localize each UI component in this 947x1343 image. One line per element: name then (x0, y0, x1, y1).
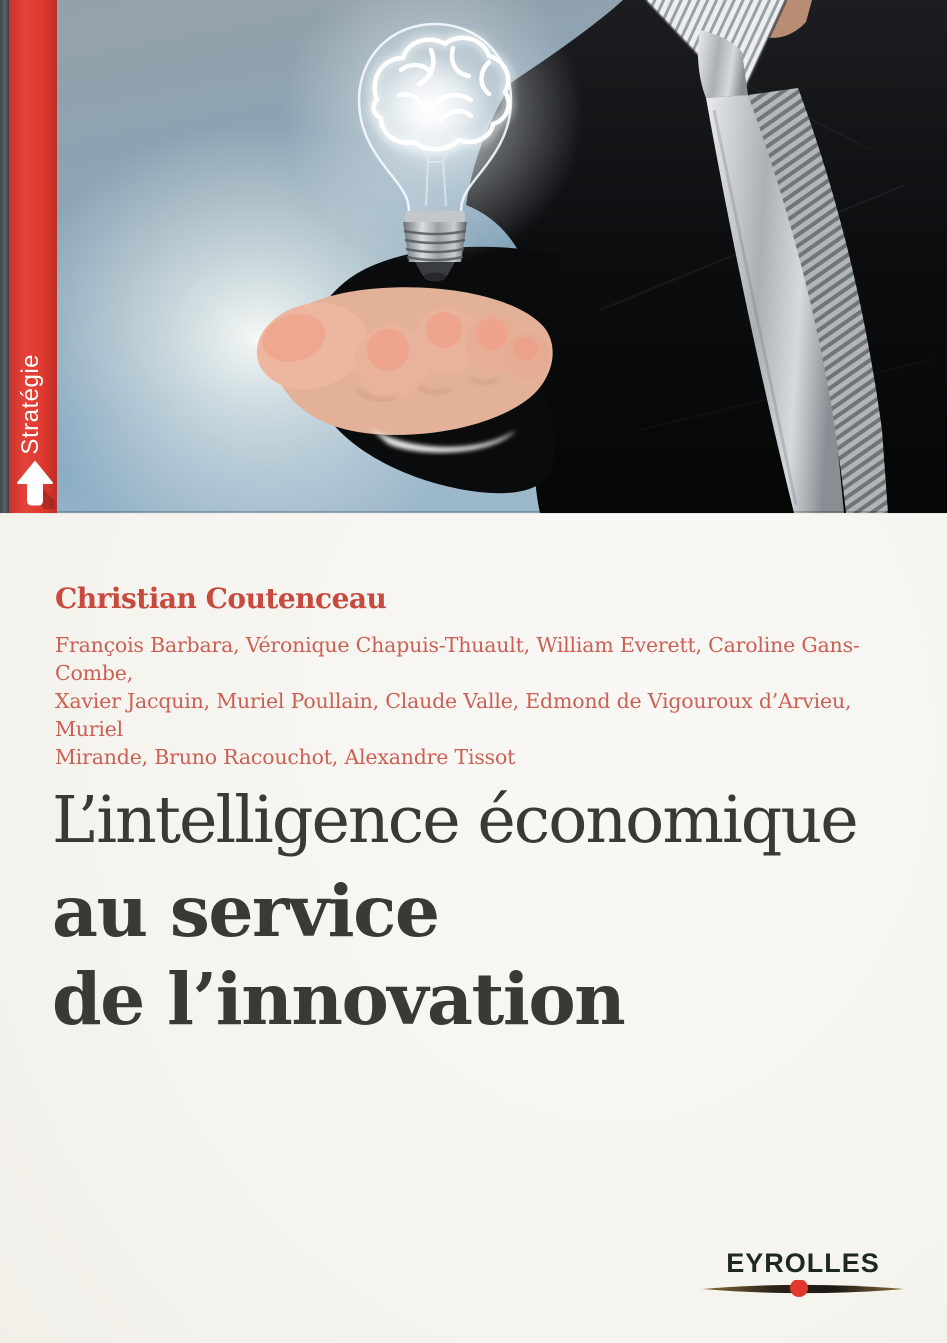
logo-red-dot-icon (790, 1280, 808, 1297)
contributors-line: François Barbara, Véronique Chapuis-Thuault, William Everett, Caroline Gans-Combe, (55, 633, 860, 685)
contributors-line: Mirande, Bruno Racouchot, Alexandre Tissot (55, 745, 516, 769)
book-title-line-3: de l’innovation (52, 957, 625, 1041)
contributors-line: Xavier Jacquin, Muriel Poullain, Claude Valle, Edmond de Vigouroux d’Arvieu, Muriel (55, 689, 852, 741)
spine-stripe (0, 0, 57, 513)
book-title-line-1: L’intelligence économique (52, 783, 857, 858)
publisher-logo-rule (698, 1280, 908, 1300)
publisher-logo (698, 1248, 908, 1304)
contributors-list (55, 631, 915, 771)
up-arrow-icon (13, 459, 57, 509)
spine-left-edge (0, 0, 9, 513)
cover-photo-illustration (0, 0, 947, 513)
book-title-line-2: au service (52, 869, 439, 953)
author-name: Christian Coutenceau (55, 582, 387, 615)
publisher-name: EYROLLES (726, 1248, 880, 1278)
photo-bottom-shadow (0, 511, 947, 514)
cover-photo (0, 0, 947, 513)
collection-label: Stratégie (17, 354, 44, 455)
